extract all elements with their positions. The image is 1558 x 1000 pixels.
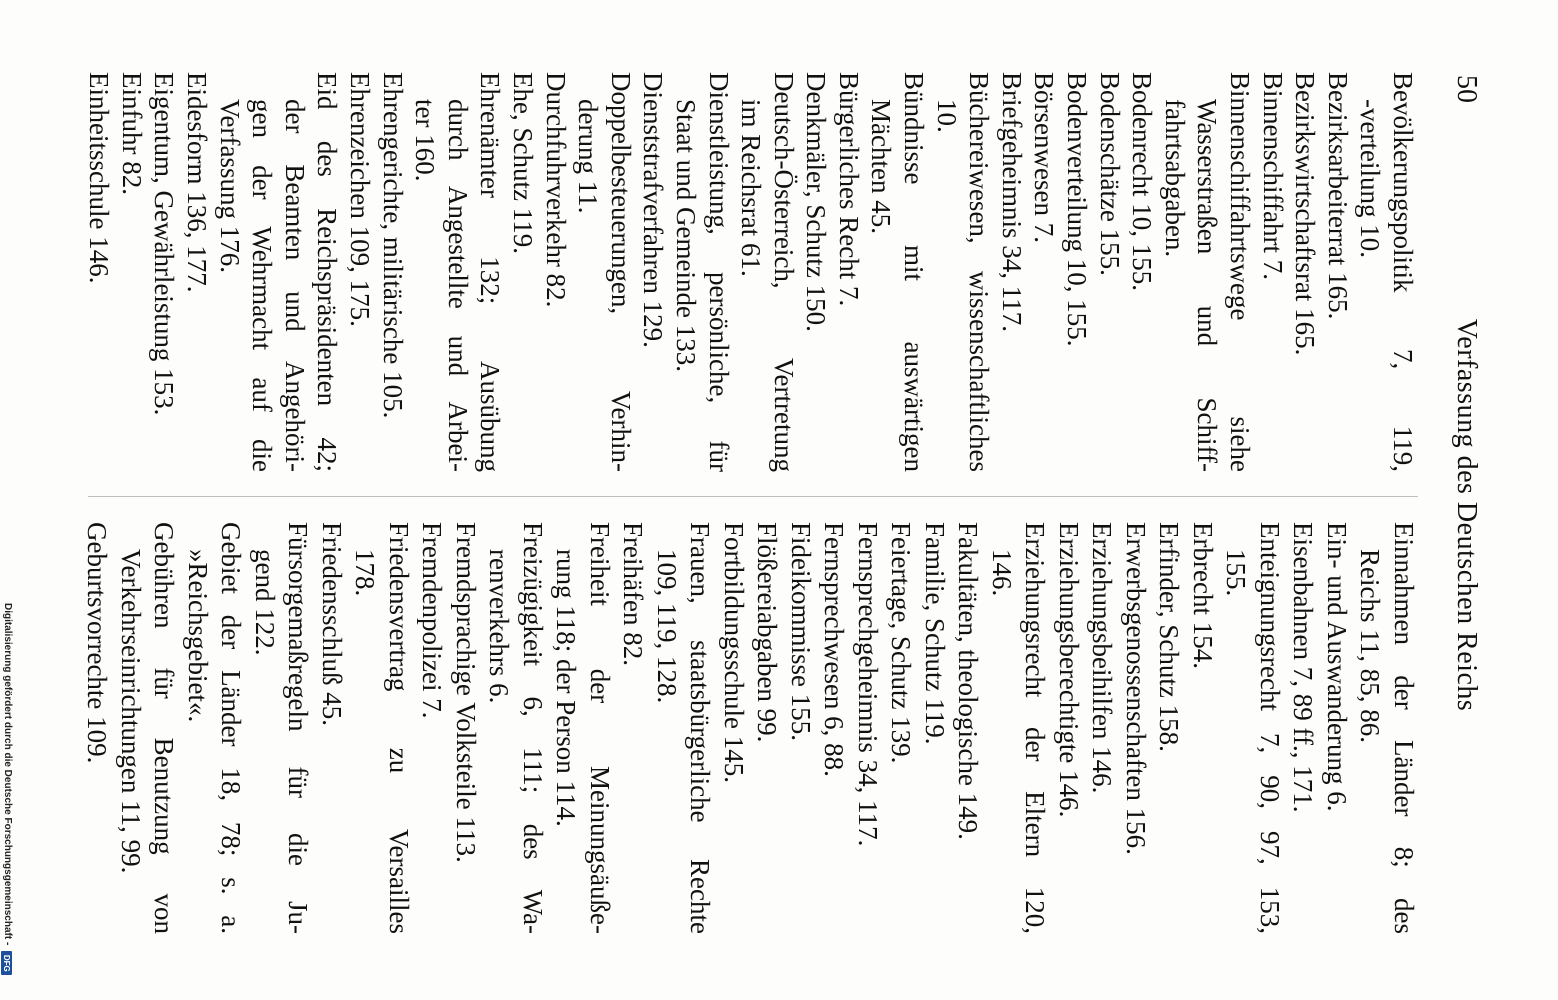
index-entry [1321,72,1354,472]
index-entry-line: Dienststrafverfahren 129. [638,72,669,348]
index-entry [213,72,343,472]
index-entry-line: derung 11. [573,99,604,214]
dfg-logo: DFG [2,951,13,975]
index-entry-line: Mächten 45. [866,99,897,234]
index-entry [1119,522,1153,934]
index-entry-line: Bezirkswirtschaftsrat 165. [1290,72,1321,356]
index-entry [572,72,637,472]
index-entry [1186,522,1220,934]
index-entry [1354,72,1419,472]
index-entry-line: Binnenschiffahrtswege siehe [1225,72,1256,472]
index-entry [1060,72,1093,472]
index-entry [415,522,449,934]
index-entry-line: rung 118; der Person 114. [551,549,582,827]
index-entry [1320,522,1354,934]
index-entry-line: Denkmäler, Schutz 150. [801,72,832,332]
page-number: 50 [1451,75,1482,103]
index-entry-line: Binnenschiffahrt 7. [1257,72,1288,280]
index-entry-line: 178. [350,549,381,597]
index-entry-line: gend 122. [250,549,280,656]
index-entry-line: Freizügigkeit 6, 111; des Wa- [518,522,548,934]
index-entry-line: Bodenverteilung 10, 155. [1062,72,1093,347]
index-entry-line: Fernsprechwesen 6, 88. [819,522,850,777]
index-entry-line: Eigentum, Gewährleistung 153. [149,72,180,416]
index-entry [1152,522,1186,934]
index-entry-line: Bevölkerungspolitik 7, 119, [1388,72,1418,472]
index-entry [930,72,995,472]
index-entry-line: Bezirksarbeiterrat 165. [1322,72,1353,320]
index-entry-line: Erwerbsgenossenschaften 156. [1121,522,1151,855]
index-entry-line: Ehrenämter 132; Ausübung [475,72,506,472]
index-entry-line: Gebiet der Länder 18, 78; s. a. [216,522,247,934]
index-entry-line: -verteilung 10. [1355,99,1386,258]
index-entry-line: Frauen, staatsbürgerliche Rechte [685,522,716,934]
index-column-left [83,72,1419,472]
index-entry-line: Erziehungsrecht der Eltern 120, [1020,522,1051,934]
index-entry-line: Bürgerliches Recht 7. [833,72,864,307]
index-entry-line: Fortbildungsschule 145. [719,522,749,783]
index-entry-line: Eisenbahnen 7, 89 ff., 171. [1288,522,1319,813]
index-entry [1353,522,1420,934]
index-entry [800,72,833,472]
index-entry-line: Dienstleistung, persönliche, für [703,72,734,472]
index-entry-line: Wasserstraßen und Schiff- [1192,99,1223,472]
index-entry [1085,522,1119,934]
index-entry-line: Fideikommisse 155. [786,522,816,742]
index-entry [248,522,315,934]
index-entry [449,522,483,934]
index-entry [1219,522,1286,934]
index-entry-line: Doppelbesteuerungen, Verhin- [605,72,636,472]
index-entry-line: Einnahmen der Länder 8; des [1389,522,1419,934]
index-entry-line: Erbrecht 154. [1188,522,1218,669]
index-entry-line: Deutsch-Österreich, Vertretung [768,72,799,472]
index-entry [735,72,800,472]
index-entry-line: Gebühren für Benutzung von [149,522,180,934]
index-entry-line: durch Angestellte und Arbei- [442,99,473,472]
index-entry [951,522,985,934]
index-entry-line: im Reichsrat 61. [736,99,767,277]
index-entry [637,72,670,472]
index-entry-line: Verfassung 176. [214,99,245,273]
index-entry [717,522,751,934]
index-entry-line: Bodenschätze 155. [1094,72,1125,276]
index-entry-line: Verkehrseinrichtungen 11, 99. [116,549,146,874]
digitization-footer [1,603,13,975]
page-header [1446,0,1486,1000]
index-entry [669,72,734,472]
index-entry [114,522,181,934]
index-entry [784,522,818,934]
index-entry [348,522,415,934]
index-entry [1289,72,1322,472]
index-entry-line: Fakultäten, theologische 149. [953,522,984,840]
index-entry-line: ter 160. [410,99,441,182]
index-entry [851,522,885,934]
index-entry-line: Erziehungsberechtigte 146. [1054,522,1084,818]
index-entry-line: Börsenwesen 7. [1029,72,1060,243]
index-entry-line: Ehrenzeichen 109, 175. [345,72,375,327]
index-entry-line: Ehrengerichte, militärische 105. [377,72,408,419]
digitization-credit: Digitalisierung gefördert durch die Deutsche Forschungsgemeinschaft - [2,603,13,946]
index-entry-line: Ein- und Auswanderung 6. [1322,522,1352,812]
index-entry-line: Ehe, Schutz 119. [507,72,538,254]
index-entry [750,522,784,934]
index-entry [482,522,549,934]
index-entry-line: Erziehungsbeihilfen 146. [1087,522,1118,794]
index-entry-line: Geburtsvorrechte 109. [82,522,113,764]
index-entry-line: Freihäfen 82. [618,522,649,666]
index-entry [995,72,1028,472]
index-entry-line: fahrtsabgaben. [1159,99,1190,258]
index-entry-line: Fremdenpolizei 7. [417,522,448,719]
index-entry-line: 146. [987,549,1017,597]
index-entry [650,522,717,934]
index-entry-line: Eid des Reichspräsidenten 42; [312,72,343,472]
index-entry-line: 109, 119, 128. [652,549,682,704]
index-entry-line: 155. [1221,549,1252,597]
index-entry [80,522,114,934]
index-entry-line: Familie, Schutz 119. [920,522,950,745]
index-entry [376,72,409,472]
index-entry-line: renverkehrs 6. [484,549,515,704]
index-entry-line: »Reichsgebiet«. [183,549,213,723]
index-entry [1093,72,1126,472]
index-entry [1126,72,1159,472]
index-entry-line: Staat und Gemeinde 133. [670,99,701,372]
index-entry-line: der Beamten und Angehöri- [279,99,310,472]
index-entry-line: Enteignungsrecht 7, 90, 97, 153, [1255,522,1285,934]
index-entry-line: Einfuhr 82. [116,72,147,195]
index-entry [180,72,213,472]
index-entry-line: Büchereiwesen, wissenschaftliches [964,72,995,472]
index-entry [181,522,248,934]
index-entry-line: Fernsprechgeheimnis 34, 117. [853,522,883,847]
index-entry-line: Durchfuhrverkehr 82. [540,72,571,308]
index-entry-line: Flößereiabgaben 99. [752,522,783,743]
index-entry [549,522,616,934]
index-entry [1028,72,1061,472]
index-entry [83,72,116,472]
index-entry [918,522,952,934]
index-column-right [80,522,1420,934]
index-entry [1158,72,1256,472]
index-entry-line: Einheitsschule 146. [84,72,115,284]
index-entry [1052,522,1086,934]
index-entry-line: Feiertage, Schutz 139. [886,522,917,764]
index-entry-line: Fürsorgemaßregeln für die Ju- [283,522,314,934]
index-entry-line: Bodenrecht 10, 155. [1127,72,1158,291]
index-entry [817,522,851,934]
index-entry-line: Fremdsprachige Volksteile 113. [451,522,481,863]
index-entry [1256,72,1289,472]
index-entry [315,522,349,934]
index-entry [985,522,1052,934]
index-entry-line: Reichs 11, 85, 86. [1355,549,1386,743]
index-entry-line: Friedensschluß 45. [317,522,347,726]
index-entry [343,72,376,472]
index-entry-line: Freiheit der Meinungsäuße- [585,522,615,934]
index-entry [148,72,181,472]
index-entry [884,522,918,934]
column-divider [88,496,1418,497]
index-entry-line: Friedensvertrag zu Versailles [384,522,414,934]
index-entry [1286,522,1320,934]
index-entry [409,72,507,472]
index-entry-line: Briefgeheimnis 34, 117. [996,72,1027,332]
index-entry [539,72,572,472]
index-entry [616,522,650,934]
index-entry-line: Bündnisse mit auswärtigen [899,72,930,472]
index-entry [832,72,865,472]
index-entry-line: Eidesform 136, 177. [182,72,213,293]
running-title: Verfassung des Deutschen Reichs [1451,318,1482,712]
index-entry [506,72,539,472]
index-entry-line: Erfinder, Schutz 158. [1154,522,1185,752]
index-entry [865,72,930,472]
index-entry [115,72,148,472]
index-entry-line: 10. [931,99,962,133]
index-entry-line: gen der Wehrmacht auf die [247,99,278,472]
